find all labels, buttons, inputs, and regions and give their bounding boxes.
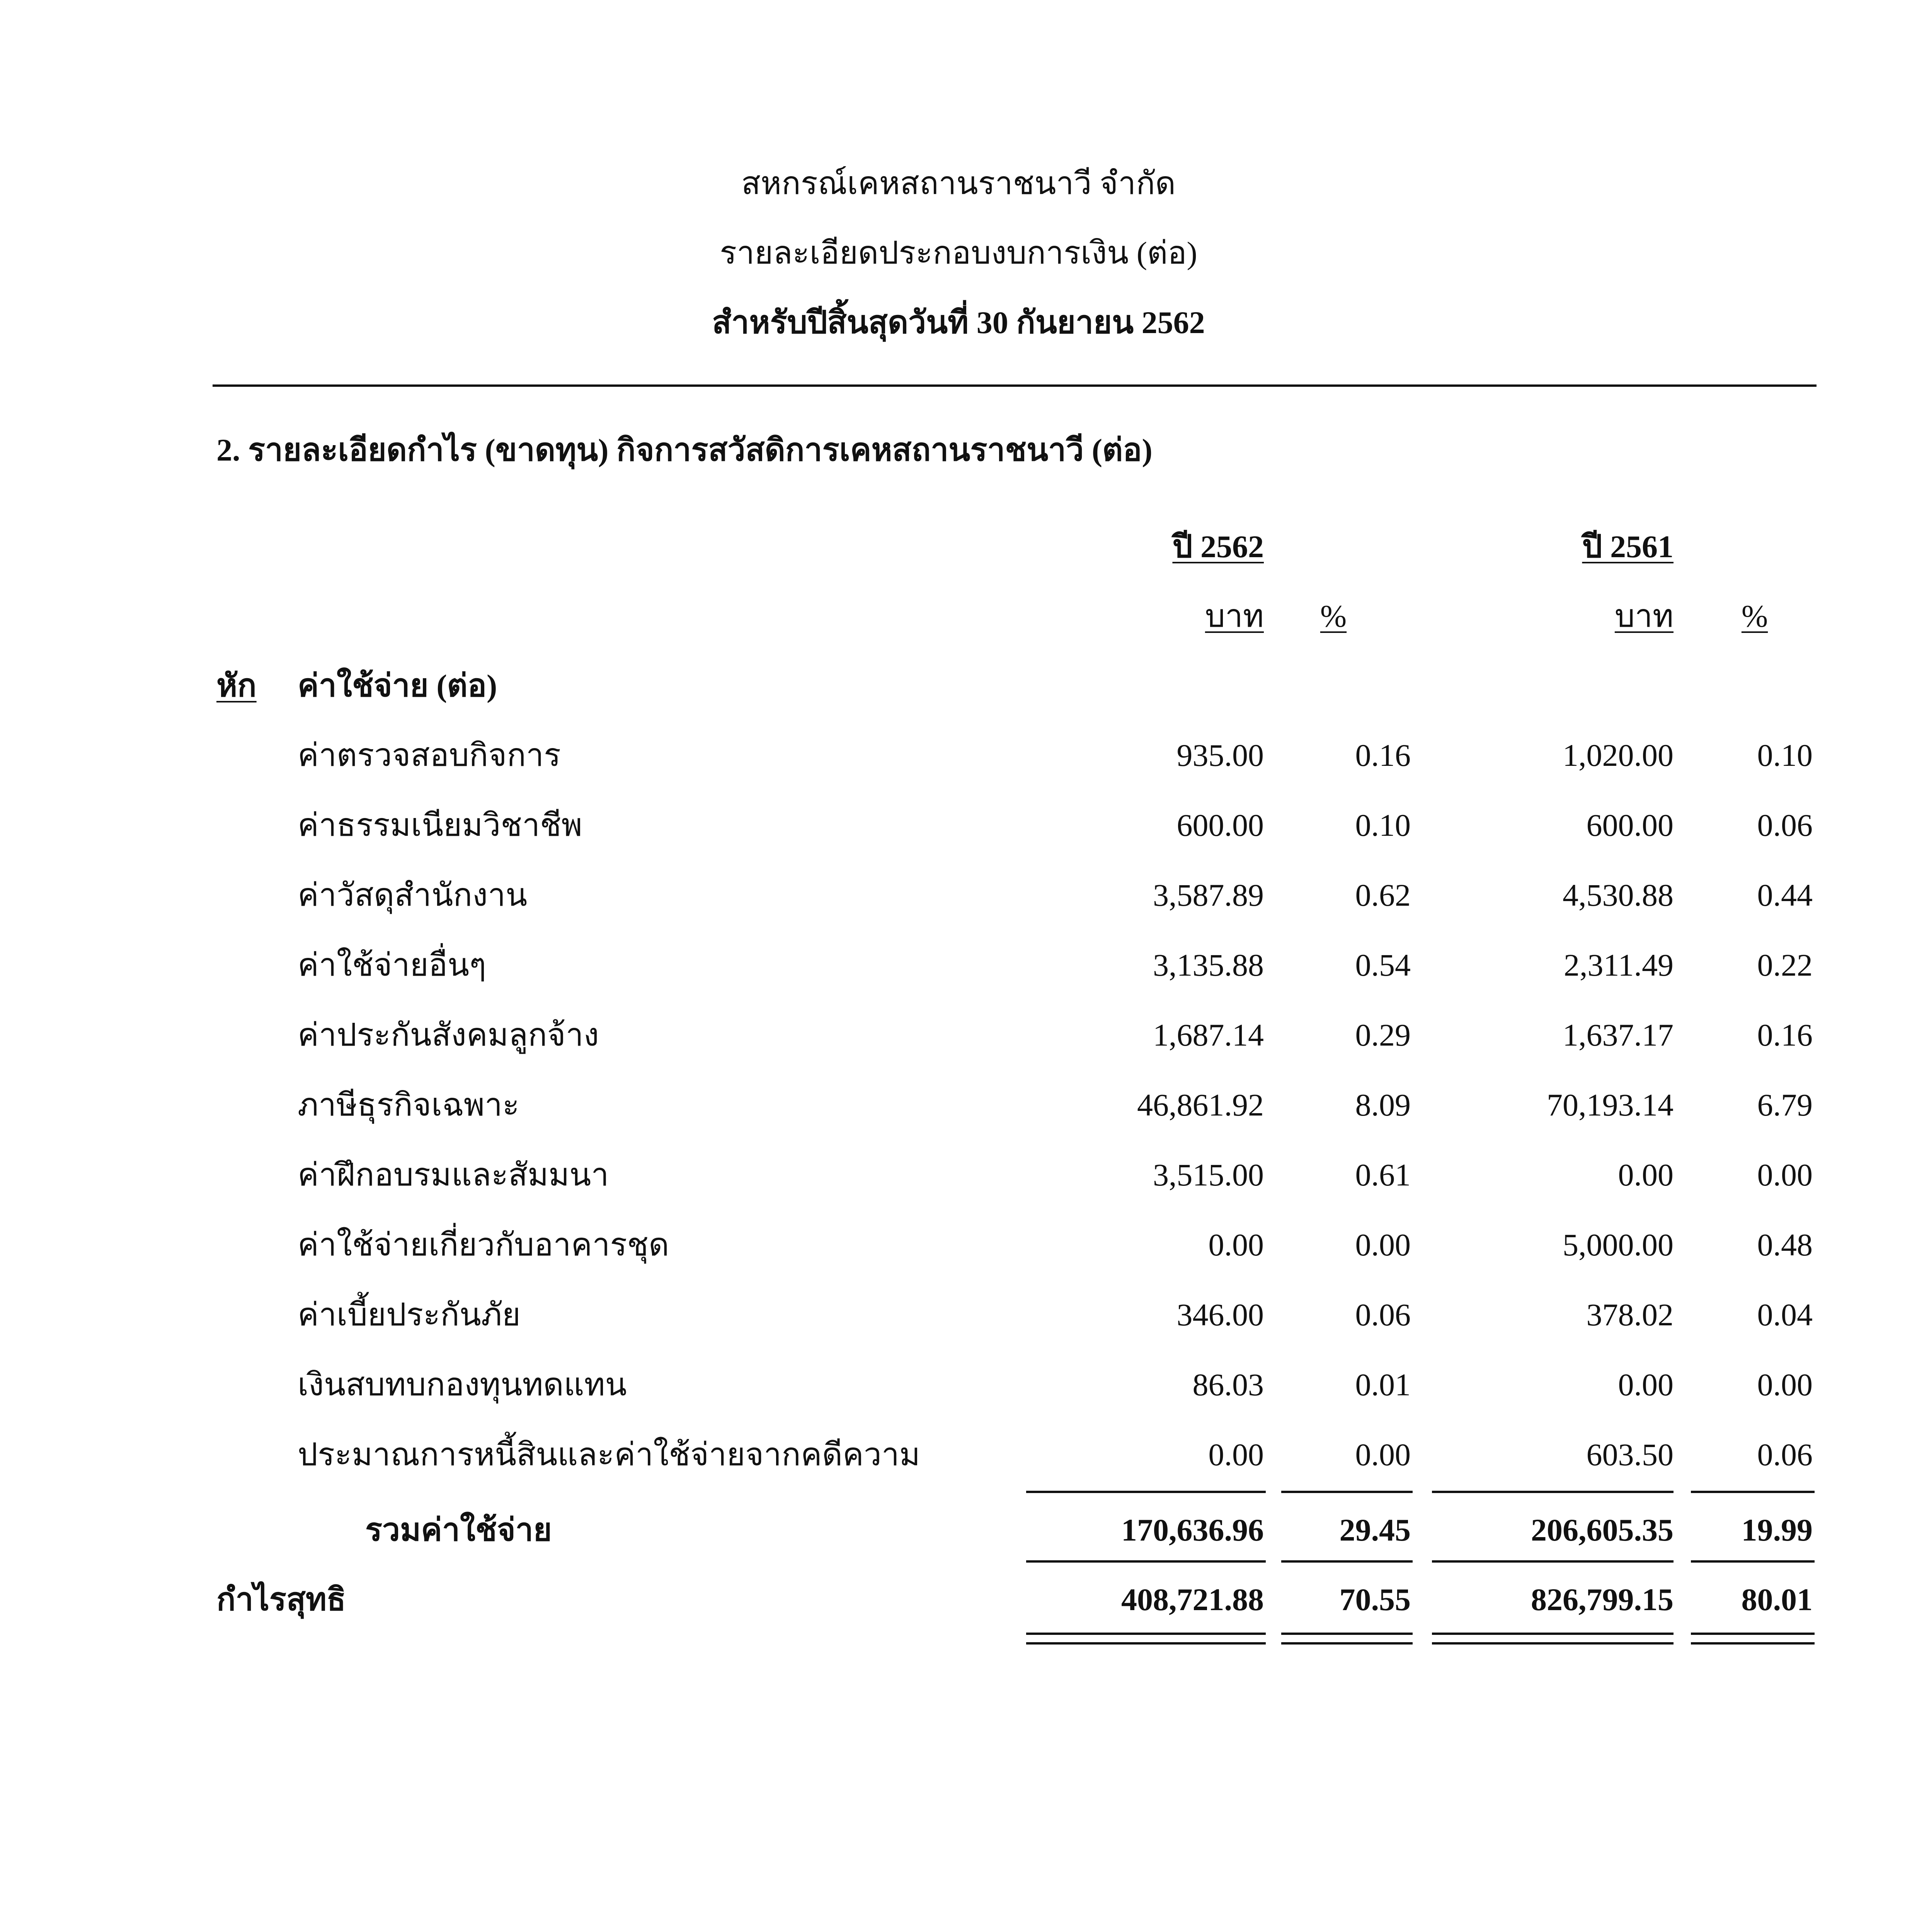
expense-pct-2562: 0.16 [1355, 738, 1411, 773]
expense-baht-2561: 4,530.88 [1563, 878, 1674, 913]
total-pct-2561: 19.99 [1741, 1512, 1813, 1548]
expense-baht-2562: 346.00 [1176, 1297, 1264, 1332]
expense-pct-2562: 0.00 [1355, 1437, 1411, 1472]
expense-pct-2561: 0.48 [1757, 1227, 1813, 1262]
org-name: สหกรณ์เคหสถานราชนาวี จำกัด [741, 166, 1176, 201]
expense-label: ค่าเบี้ยประกันภัย [298, 1297, 521, 1332]
expense-baht-2561: 600.00 [1586, 808, 1674, 843]
rule-above-net-pct1 [1281, 1560, 1413, 1563]
expense-baht-2561: 5,000.00 [1563, 1227, 1674, 1262]
expense-pct-2561: 0.04 [1757, 1297, 1813, 1332]
expense-pct-2562: 8.09 [1355, 1087, 1411, 1122]
header-rule [213, 384, 1817, 387]
double-rule-net-baht1-a [1026, 1633, 1266, 1635]
expense-pct-2561: 0.16 [1757, 1017, 1813, 1053]
total-baht-2562: 170,636.96 [1121, 1512, 1264, 1548]
expense-label: ค่าประกันสังคมลูกจ้าง [298, 1017, 599, 1053]
double-rule-net-baht2-b [1432, 1642, 1674, 1645]
expense-pct-2561: 0.06 [1757, 1437, 1813, 1472]
rule-above-total-pct2 [1691, 1491, 1815, 1493]
expense-baht-2562: 935.00 [1176, 738, 1264, 773]
net-pct-2561: 80.01 [1741, 1582, 1813, 1617]
expense-label: ค่าฝึกอบรมและสัมมนา [298, 1157, 609, 1192]
section-title: 2. รายละเอียดกำไร (ขาดทุน) กิจการสวัสดิการเคหสถานราชนาวี (ต่อ) [216, 432, 1153, 468]
expense-label: เงินสบทบกองทุนทดแทน [298, 1367, 627, 1402]
expense-baht-2561: 0.00 [1618, 1367, 1674, 1402]
expense-baht-2561: 603.50 [1586, 1437, 1674, 1472]
expense-baht-2561: 2,311.49 [1564, 947, 1674, 983]
expense-pct-2562: 0.54 [1355, 947, 1411, 983]
expense-label: ค่าใช้จ่ายเกี่ยวกับอาคารชุด [298, 1227, 669, 1262]
expense-label: ค่าตรวจสอบกิจการ [298, 738, 561, 773]
double-rule-net-pct2-b [1691, 1642, 1815, 1645]
report-title: รายละเอียดประกอบงบการเงิน (ต่อ) [720, 235, 1197, 270]
expense-pct-2562: 0.06 [1355, 1297, 1411, 1332]
expense-label: ค่าธรรมเนียมวิชาชีพ [298, 808, 582, 843]
expense-baht-2562: 86.03 [1192, 1367, 1264, 1402]
expense-baht-2562: 600.00 [1176, 808, 1264, 843]
rule-above-net-pct2 [1691, 1560, 1815, 1563]
expense-pct-2561: 0.22 [1757, 947, 1813, 983]
expense-baht-2562: 3,587.89 [1153, 878, 1264, 913]
expense-label: ค่าวัสดุสำนักงาน [298, 878, 528, 913]
rule-above-total-baht1 [1026, 1491, 1266, 1493]
expense-pct-2562: 0.29 [1355, 1017, 1411, 1053]
expenses-heading: ค่าใช้จ่าย (ต่อ) [298, 668, 497, 703]
report-period: สำหรับปีสิ้นสุดวันที่ 30 กันยายน 2562 [712, 305, 1205, 340]
expense-baht-2562: 3,135.88 [1153, 947, 1264, 983]
expense-pct-2561: 6.79 [1757, 1087, 1813, 1122]
expense-baht-2561: 0.00 [1618, 1157, 1674, 1192]
rule-above-total-pct1 [1281, 1491, 1413, 1493]
expense-pct-2561: 0.44 [1757, 878, 1813, 913]
expense-pct-2562: 0.00 [1355, 1227, 1411, 1262]
net-profit-label: กำไรสุทธิ [216, 1582, 346, 1617]
expense-baht-2562: 1,687.14 [1153, 1017, 1264, 1053]
expense-pct-2561: 0.00 [1757, 1157, 1813, 1192]
expense-label: ภาษีธุรกิจเฉพาะ [298, 1087, 519, 1122]
double-rule-net-pct2-a [1691, 1633, 1815, 1635]
double-rule-net-baht2-a [1432, 1633, 1674, 1635]
expense-pct-2562: 0.01 [1355, 1367, 1411, 1402]
rule-above-total-baht2 [1432, 1491, 1674, 1493]
net-pct-2562: 70.55 [1339, 1582, 1411, 1617]
expense-baht-2561: 378.02 [1586, 1297, 1674, 1332]
expense-baht-2562: 0.00 [1208, 1227, 1264, 1262]
expense-pct-2562: 0.62 [1355, 878, 1411, 913]
col-pct-2561: % [1741, 599, 1768, 634]
expense-pct-2561: 0.06 [1757, 808, 1813, 843]
total-pct-2562: 29.45 [1339, 1512, 1411, 1548]
expense-pct-2561: 0.10 [1757, 738, 1813, 773]
double-rule-net-pct1-b [1281, 1642, 1413, 1645]
expense-baht-2561: 1,637.17 [1563, 1017, 1674, 1053]
total-label: รวมค่าใช้จ่าย [365, 1512, 552, 1548]
expense-pct-2561: 0.00 [1757, 1367, 1813, 1402]
rule-above-net-baht1 [1026, 1560, 1266, 1563]
col-baht-2561: บาท [1614, 599, 1674, 634]
expense-baht-2562: 46,861.92 [1137, 1087, 1264, 1122]
net-baht-2562: 408,721.88 [1121, 1582, 1264, 1617]
expense-baht-2561: 70,193.14 [1547, 1087, 1674, 1122]
rule-above-net-baht2 [1432, 1560, 1674, 1563]
net-baht-2561: 826,799.15 [1531, 1582, 1674, 1617]
col-year-2561: ปี 2561 [1582, 529, 1674, 564]
col-baht-2562: บาท [1205, 599, 1264, 634]
expense-baht-2562: 3,515.00 [1153, 1157, 1264, 1192]
expense-label: ค่าใช้จ่ายอื่นๆ [298, 947, 487, 983]
deduct-label: หัก [216, 668, 257, 703]
expense-label: ประมาณการหนี้สินและค่าใช้จ่ายจากคดีความ [298, 1437, 920, 1472]
total-baht-2561: 206,605.35 [1531, 1512, 1674, 1548]
col-year-2562: ปี 2562 [1172, 529, 1264, 564]
expense-baht-2561: 1,020.00 [1563, 738, 1674, 773]
col-pct-2562: % [1320, 599, 1347, 634]
double-rule-net-baht1-b [1026, 1642, 1266, 1645]
expense-baht-2562: 0.00 [1208, 1437, 1264, 1472]
double-rule-net-pct1-a [1281, 1633, 1413, 1635]
expense-pct-2562: 0.61 [1355, 1157, 1411, 1192]
expense-pct-2562: 0.10 [1355, 808, 1411, 843]
